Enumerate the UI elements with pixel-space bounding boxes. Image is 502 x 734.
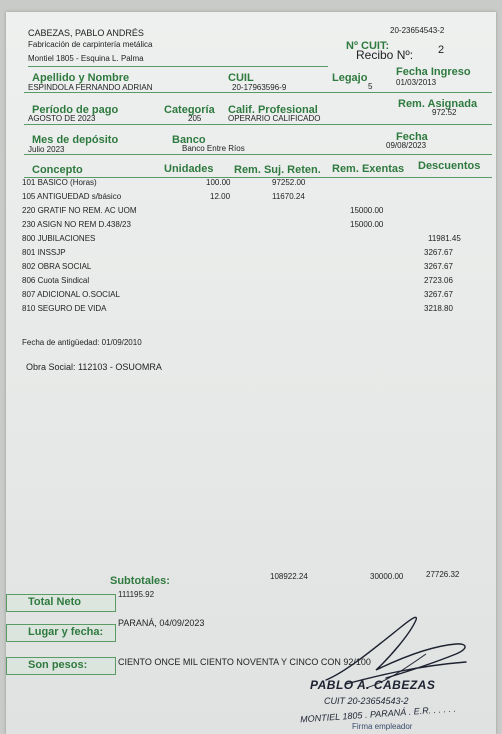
recibo-label: Recibo Nº: (356, 48, 414, 62)
cuit-label: Nº CUIT: (346, 40, 390, 52)
row-concepto: 230 ASIGN NO REM D.438/23 (22, 220, 131, 229)
table-row (6, 262, 496, 275)
periodo-value: AGOSTO DE 2023 (28, 114, 96, 123)
row-rem-exentas: 15000.00 (350, 206, 384, 215)
total-neto-value: 111195.92 (118, 590, 155, 599)
subtotal-rem-exentas: 30000.00 (370, 572, 404, 581)
recibo-number: 2 (438, 44, 445, 56)
categoria-label: Categoría (164, 104, 215, 116)
table-row (6, 206, 496, 219)
row-descuento: 3218.80 (424, 304, 453, 313)
total-neto-label: Total Neto (28, 596, 81, 608)
fecha-deposito-label: Fecha (396, 131, 428, 143)
fecha-ingreso-value: 01/03/2013 (396, 78, 437, 87)
lugar-fecha-label: Lugar y fecha: (28, 626, 104, 638)
banco-value: Banco Entre Ríos (182, 144, 245, 153)
row-descuento: 3267.67 (424, 262, 453, 271)
signature-drawing (306, 602, 486, 692)
son-pesos-value: CIENTO ONCE MIL CIENTO NOVENTA Y CINCO CON 92/100 (118, 657, 371, 667)
row-concepto: 101 BASICO (Horas) (22, 178, 97, 187)
subtotales-label: Subtotales: (110, 575, 170, 587)
table-row (6, 290, 496, 303)
mes-deposito-value: Julio 2023 (28, 145, 65, 154)
header-divider (28, 66, 328, 67)
calif-label: Calif. Profesional (228, 104, 318, 116)
categoria-value: 205 (188, 114, 202, 123)
cuil-value: 20-17963596-9 (232, 83, 287, 92)
payslip-document (6, 12, 496, 734)
row-unidades: 12.00 (210, 192, 231, 201)
col-header-descuentos: Descuentos (418, 160, 481, 172)
employer-activity: Fabricación de carpintería metálica (28, 40, 153, 49)
row-divider (24, 154, 492, 155)
stamp-name: PABLO A. CABEZAS (310, 678, 436, 692)
row-concepto: 807 ADICIONAL O.SOCIAL (22, 290, 120, 299)
stamp-address: MONTIEL 1805 . PARANÁ . E.R. . . . . . (299, 703, 457, 725)
table-row (6, 304, 496, 317)
col-header-rem-exentas: Rem. Exentas (332, 163, 405, 175)
row-concepto: 806 Cuota Sindical (22, 276, 90, 285)
table-row (6, 248, 496, 261)
rem-asignada-label: Rem. Asignada (398, 98, 478, 110)
employer-name: CABEZAS, PABLO ANDRÉS (28, 28, 144, 38)
row-concepto: 801 INSSJP (22, 248, 66, 257)
row-descuento: 11981.45 (428, 234, 461, 243)
row-concepto: 220 GRATIF NO REM. AC UOM (22, 206, 137, 215)
fecha-ingreso-label: Fecha Ingreso (396, 66, 471, 78)
mes-deposito-label: Mes de depósito (32, 134, 119, 146)
row-divider (24, 92, 492, 93)
calif-value: OPERARIO CALIFICADO (228, 114, 321, 123)
obra-social-note: Obra Social: 112103 - OSUOMRA (26, 362, 162, 372)
table-row (6, 276, 496, 289)
row-concepto: 105 ANTIGUEDAD s/básico (22, 192, 122, 201)
fecha-antiguedad-note: Fecha de antigüedad: 01/09/2010 (22, 338, 142, 347)
row-concepto: 800 JUBILACIONES (22, 234, 96, 243)
stamp-cuit: CUIT 20-23654543-2 (324, 696, 409, 706)
son-pesos-label: Son pesos: (28, 659, 88, 671)
row-concepto: 802 OBRA SOCIAL (22, 262, 92, 271)
row-unidades: 100.00 (206, 178, 231, 187)
row-descuento: 3267.67 (424, 290, 453, 299)
legajo-label: Legajo (332, 72, 368, 84)
lugar-fecha-value: PARANÁ, 04/09/2023 (118, 618, 205, 628)
apellido-nombre-label: Apellido y Nombre (32, 72, 130, 84)
row-descuento: 3267.67 (424, 248, 453, 257)
col-header-concepto: Concepto (32, 164, 83, 176)
stamp-firma-label: Firma empleador (352, 722, 413, 731)
row-rem-suj: 97252.00 (272, 178, 306, 187)
table-row (6, 220, 496, 233)
periodo-label: Período de pago (32, 104, 119, 116)
row-divider (24, 124, 492, 125)
legajo-value: 5 (368, 82, 373, 91)
banco-label: Banco (172, 134, 206, 146)
employer-cuit-value: 20-23654543-2 (390, 26, 445, 35)
rem-asignada-value: 972.52 (432, 108, 457, 117)
col-header-unidades: Unidades (164, 163, 214, 175)
subtotal-descuentos: 27726.32 (426, 570, 460, 579)
row-descuento: 2723.06 (424, 276, 453, 285)
row-rem-suj: 11670.24 (272, 192, 305, 201)
col-header-rem-suj: Rem. Suj. Reten. (234, 164, 321, 176)
table-row (6, 192, 496, 205)
table-row (6, 178, 496, 191)
fecha-deposito-value: 09/08/2023 (386, 141, 427, 150)
cuil-label: CUIL (228, 72, 254, 84)
subtotal-rem-suj: 108922.24 (270, 572, 308, 581)
table-row (6, 234, 496, 247)
row-rem-exentas: 15000.00 (350, 220, 384, 229)
employer-address: Montiel 1805 - Esquina L. Palma (28, 54, 144, 63)
apellido-nombre-value: ESPINDOLA FERNANDO ADRIAN (28, 83, 153, 92)
row-concepto: 810 SEGURO DE VIDA (22, 304, 107, 313)
